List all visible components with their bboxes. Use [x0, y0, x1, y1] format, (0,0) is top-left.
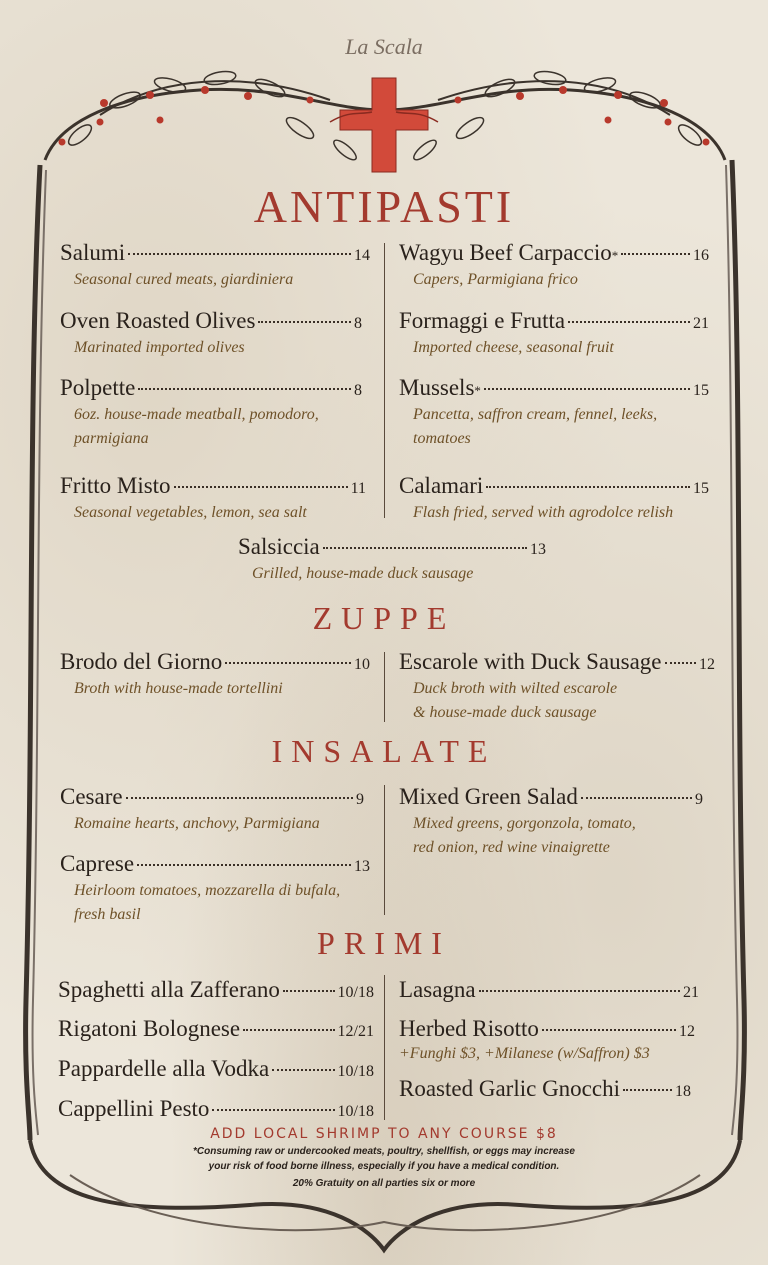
item-description: Mixed greens, gorgonzola, tomato, [413, 815, 636, 832]
item-price: 10/18 [337, 1063, 374, 1080]
item-price: 8 [354, 315, 362, 332]
item-price: 10 [354, 656, 370, 673]
item-price: 15 [693, 382, 709, 399]
menu-item [399, 649, 715, 725]
shrimp-addon-note: ADD LOCAL SHRIMP TO ANY COURSE $8 [210, 1126, 558, 1142]
column-divider [384, 243, 385, 518]
dot-leader [323, 547, 527, 549]
item-description: Seasonal vegetables, lemon, sea salt [74, 504, 307, 521]
column-divider [384, 785, 385, 915]
menu-item [60, 308, 362, 360]
dot-leader [272, 1069, 334, 1071]
dot-leader [225, 662, 351, 664]
menu-item [60, 649, 370, 701]
food-safety-warning: *Consuming raw or undercooked meats, poultry, shellfish, or eggs may increase [193, 1146, 575, 1157]
menu-item [399, 1076, 691, 1102]
asterisk: * [611, 248, 619, 263]
item-name: Roasted Garlic Gnocchi [399, 1076, 620, 1101]
item-price: 12/21 [337, 1023, 374, 1040]
food-safety-warning: your risk of food borne illness, especially if you have a medical condition. [208, 1161, 560, 1172]
item-name: Oven Roasted Olives [60, 308, 256, 333]
item-name: Salsiccia [238, 534, 320, 559]
menu-item [58, 1016, 374, 1042]
menu-item [399, 784, 703, 860]
item-description: Capers, Parmigiana frico [413, 271, 578, 288]
dot-leader [479, 990, 680, 992]
item-price: 9 [695, 791, 703, 808]
menu-item [399, 240, 709, 292]
menu-item [399, 977, 699, 1003]
menu-item [60, 375, 362, 451]
item-name: Herbed Risotto [399, 1016, 539, 1041]
dot-leader [665, 662, 696, 664]
item-price: 15 [693, 480, 709, 497]
logo-text: La Scala [345, 34, 423, 59]
item-name: Polpette [60, 375, 136, 400]
item-name: Wagyu Beef Carpaccio [399, 240, 612, 265]
item-name: Brodo del Giorno [60, 649, 223, 674]
dot-leader [484, 388, 690, 390]
item-price: 9 [356, 791, 364, 808]
menu-item [60, 240, 370, 292]
item-description: Seasonal cured meats, giardiniera [74, 271, 294, 288]
section-title-zuppe: ZUPPE [312, 600, 456, 636]
item-description: parmigiana [74, 430, 149, 447]
menu-item [58, 1096, 374, 1122]
item-description: & house-made duck sausage [413, 704, 597, 721]
item-description: 6oz. house-made meatball, pomodoro, [74, 406, 319, 423]
item-price: 21 [693, 315, 709, 332]
menu-item [399, 308, 709, 360]
item-description: Flash fried, served with agrodolce relish [413, 504, 674, 521]
menu-item [399, 473, 709, 525]
column-divider [384, 975, 385, 1120]
item-name: Spaghetti alla Zafferano [58, 977, 280, 1002]
item-name: Salumi [60, 240, 126, 265]
dot-leader [283, 990, 335, 992]
dot-leader [138, 388, 351, 390]
dot-leader [623, 1089, 672, 1091]
item-name: Formaggi e Frutta [399, 308, 566, 333]
dot-leader [137, 864, 351, 866]
item-name: Cesare [60, 784, 123, 809]
item-price: 18 [675, 1083, 691, 1100]
item-price: 12 [699, 656, 715, 673]
gratuity-note: 20% Gratuity on all parties six or more [292, 1178, 476, 1189]
item-price: 16 [693, 247, 709, 264]
item-description: Imported cheese, seasonal fruit [413, 339, 614, 356]
item-price: 8 [354, 382, 362, 399]
item-price: 11 [350, 480, 366, 497]
item-description: tomatoes [413, 430, 471, 447]
item-price: 21 [683, 984, 699, 1001]
item-description: Romaine hearts, anchovy, Parmigiana [74, 815, 320, 832]
item-name: Calamari [399, 473, 484, 498]
item-description: Marinated imported olives [74, 339, 245, 356]
asterisk: * [474, 383, 481, 398]
dot-leader [486, 486, 690, 488]
item-price: 10/18 [337, 984, 374, 1001]
menu-item [399, 1016, 695, 1066]
menu-item [399, 375, 709, 451]
item-name: Cappellini Pesto [58, 1096, 210, 1121]
item-description: Pancetta, saffron cream, fennel, leeks, [413, 406, 658, 423]
dot-leader [243, 1029, 334, 1031]
column-divider [384, 652, 385, 722]
dot-leader [128, 253, 351, 255]
menu-item [58, 977, 374, 1003]
dot-leader [212, 1109, 334, 1111]
item-name: Fritto Misto [60, 473, 171, 498]
menu-item [60, 473, 366, 525]
item-name: Mussels [399, 375, 475, 400]
dot-leader [126, 797, 353, 799]
dot-leader [174, 486, 348, 488]
menu-item [58, 1056, 374, 1082]
item-description: +Funghi $3, +Milanese (w/Saffron) $3 [399, 1045, 650, 1062]
item-name: Lasagna [399, 977, 476, 1002]
item-description: Heirloom tomatoes, mozzarella di bufala, [74, 882, 341, 899]
item-description: fresh basil [74, 906, 141, 923]
dot-leader [258, 321, 351, 323]
section-title-primi: PRIMI [317, 925, 451, 961]
item-description: Grilled, house-made duck sausage [252, 565, 474, 582]
item-price: 13 [530, 541, 546, 558]
item-price: 13 [354, 858, 370, 875]
dot-leader [581, 797, 692, 799]
item-name: Mixed Green Salad [399, 784, 578, 809]
dot-leader [542, 1029, 676, 1031]
item-name: Caprese [60, 851, 135, 876]
item-price: 14 [354, 247, 370, 264]
item-price: 12 [679, 1023, 695, 1040]
item-price: 10/18 [337, 1103, 374, 1120]
menu-item [60, 851, 370, 927]
dot-leader [568, 321, 690, 323]
menu-item [60, 784, 364, 836]
item-name: Escarole with Duck Sausage [399, 649, 662, 674]
item-description: Duck broth with wilted escarole [413, 680, 618, 697]
item-name: Pappardelle alla Vodka [58, 1056, 270, 1081]
section-title-antipasti: ANTIPASTI [253, 181, 515, 232]
item-name: Rigatoni Bolognese [58, 1016, 241, 1041]
dot-leader [621, 253, 690, 255]
menu-item [238, 534, 546, 586]
item-description: red onion, red wine vinaigrette [413, 839, 610, 856]
section-title-insalate: INSALATE [271, 733, 497, 769]
item-description: Broth with house-made tortellini [74, 680, 283, 697]
